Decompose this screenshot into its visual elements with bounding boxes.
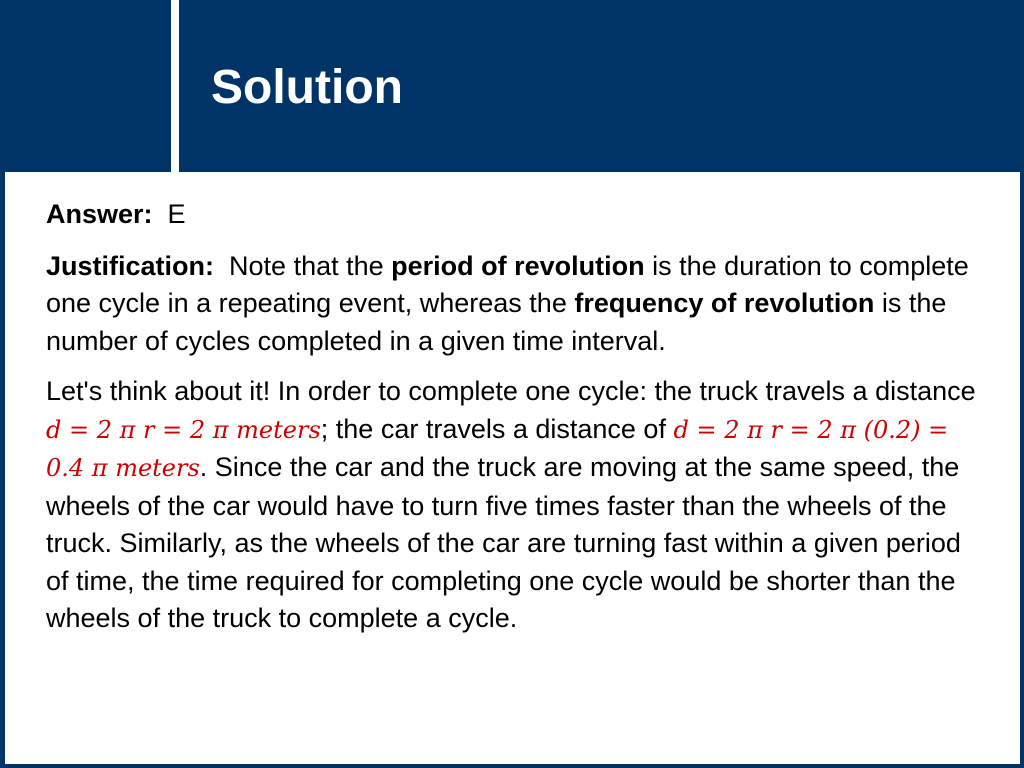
header-bar (0, 0, 1024, 172)
explanation-text-3: . Since the car and the truck are moving at the same speed, the wheels of the car would have to turn five times faster than the wheels of the truck. Similarly, as the wheels of the car are turning fast within a given period of time, the time required for completing one cycle would be shorter than the wheels of the truck to complete a cycle. (46, 452, 961, 633)
page-title: Solution (211, 61, 403, 114)
car-distance-equation: d = 2 π r = 2 π (0.2) = 0.4 π meters (46, 415, 949, 482)
solution-content (46, 196, 986, 638)
justification-paragraph (46, 248, 986, 361)
frame-right-border (1020, 172, 1024, 768)
justification-label: Justification: (46, 250, 215, 281)
header-divider (171, 0, 179, 172)
frame-bottom-border (0, 764, 1024, 768)
explanation-paragraph (46, 373, 986, 638)
justification-text-3: is the number of cycles completed in a given time interval. (46, 288, 947, 356)
term-period-of-revolution: period of revolution (391, 250, 645, 281)
term-frequency-of-revolution: frequency of revolution (574, 288, 875, 318)
answer-line (46, 196, 986, 234)
explanation-text-2: ; the car travels a distance of (320, 413, 674, 444)
frame-left-border (0, 172, 5, 768)
justification-text-2: is the duration to complete one cycle in a repeating event, whereas the (46, 250, 969, 318)
answer-value: E (167, 199, 186, 229)
truck-distance-equation: d = 2 π r = 2 π meters (46, 415, 321, 444)
justification-text-1: Note that the (229, 250, 392, 281)
explanation-text-1: Let's think about it! In order to complete one cycle: the truck travels a distance (46, 376, 976, 406)
answer-label: Answer: (46, 199, 153, 229)
